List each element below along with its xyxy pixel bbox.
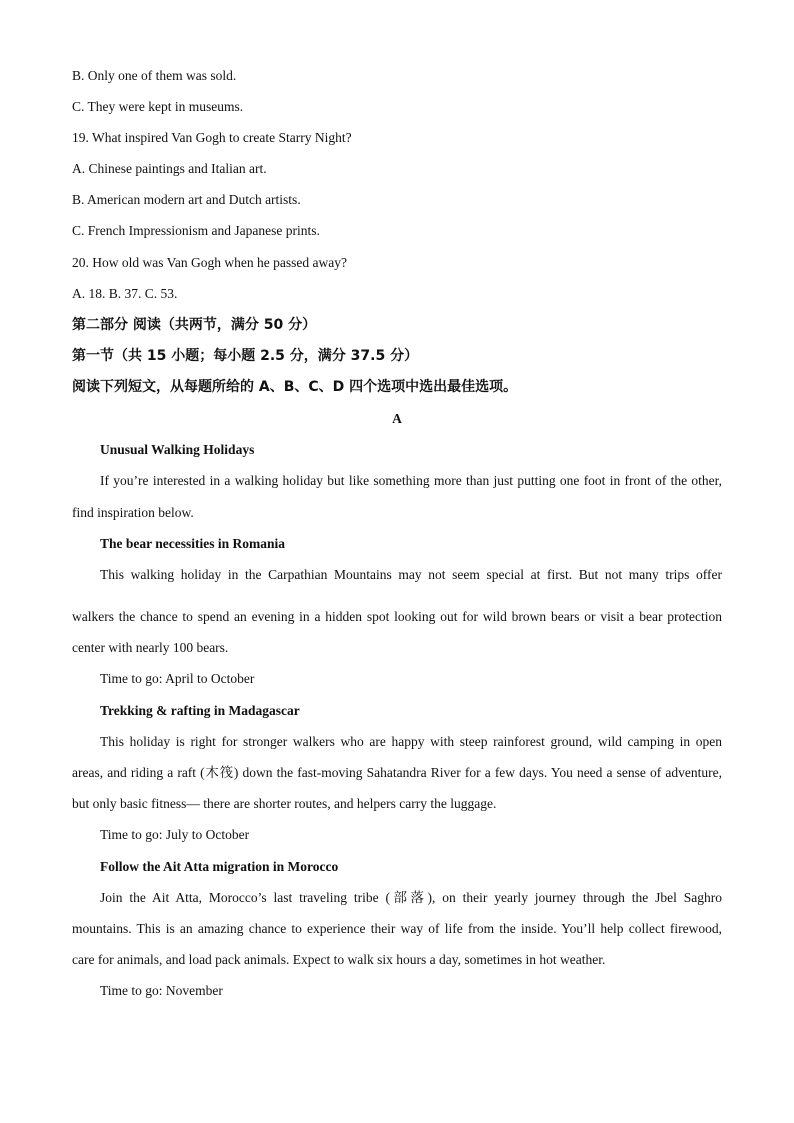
madagascar-time: Time to go: July to October xyxy=(100,827,250,842)
section-morocco-title: Follow the Ait Atta migration in Morocco xyxy=(100,859,339,874)
morocco-time: Time to go: November xyxy=(100,983,223,998)
q19-option-b: B. American modern art and Dutch artists. xyxy=(72,192,301,207)
q18-option-c: C. They were kept in museums. xyxy=(72,99,244,114)
section-romania-title: The bear necessities in Romania xyxy=(100,536,285,551)
romania-line-1: This walking holiday in the Carpathian Mountains may not seem special at first. But not many trips offer xyxy=(100,567,722,582)
reading-instruction: 阅读下列短文，从每题所给的 A、B、C、D 四个选项中选出最佳选项。 xyxy=(72,379,518,395)
morocco-line-1: Join the Ait Atta, Morocco’s last traveling tribe (部落), on their yearly journey through the Jbel Saghro xyxy=(100,890,722,905)
question-19: 19. What inspired Van Gogh to create Starry Night? xyxy=(72,130,352,145)
madagascar-line-3: but only basic fitness— there are shorter routes, and helpers carry the luggage. xyxy=(72,796,497,811)
romania-line-2: walkers the chance to spend an evening in a hidden spot looking out for wild brown bears or visit a bear protection xyxy=(72,609,722,624)
intro-line-2: find inspiration below. xyxy=(72,505,194,520)
intro-line-1: If you’re interested in a walking holiday but like something more than just putting one foot in front of the other, xyxy=(100,473,722,488)
romania-line-3: center with nearly 100 bears. xyxy=(72,640,229,655)
q19-option-a: A. Chinese paintings and Italian art. xyxy=(72,161,267,176)
q18-option-b: B. Only one of them was sold. xyxy=(72,68,237,83)
romania-time: Time to go: April to October xyxy=(100,671,255,686)
q19-option-c: C. French Impressionism and Japanese prints. xyxy=(72,223,320,238)
section1-heading: 第一节（共 15 小题；每小题 2.5 分，满分 37.5 分） xyxy=(72,348,419,364)
passage-title: Unusual Walking Holidays xyxy=(100,442,255,457)
part2-heading: 第二部分 阅读（共两节，满分 50 分） xyxy=(72,317,317,333)
passage-label: A xyxy=(392,411,402,426)
q20-options: A. 18. B. 37. C. 53. xyxy=(72,286,178,301)
madagascar-line-1: This holiday is right for stronger walkers who are happy with steep rainforest ground, wild camping in open xyxy=(100,734,722,749)
madagascar-line-2: areas, and riding a raft (木筏) down the fast-moving Sahatandra River for a few days. You need a sense of adventure, xyxy=(72,765,722,780)
morocco-line-2: mountains. This is an amazing chance to experience their way of life from the inside. You’ll help collect firewood, xyxy=(72,921,722,936)
question-20: 20. How old was Van Gogh when he passed away? xyxy=(72,255,347,270)
morocco-line-3: care for animals, and load pack animals. Expect to walk six hours a day, sometimes in hot weather. xyxy=(72,952,606,967)
section-madagascar-title: Trekking & rafting in Madagascar xyxy=(100,703,300,718)
